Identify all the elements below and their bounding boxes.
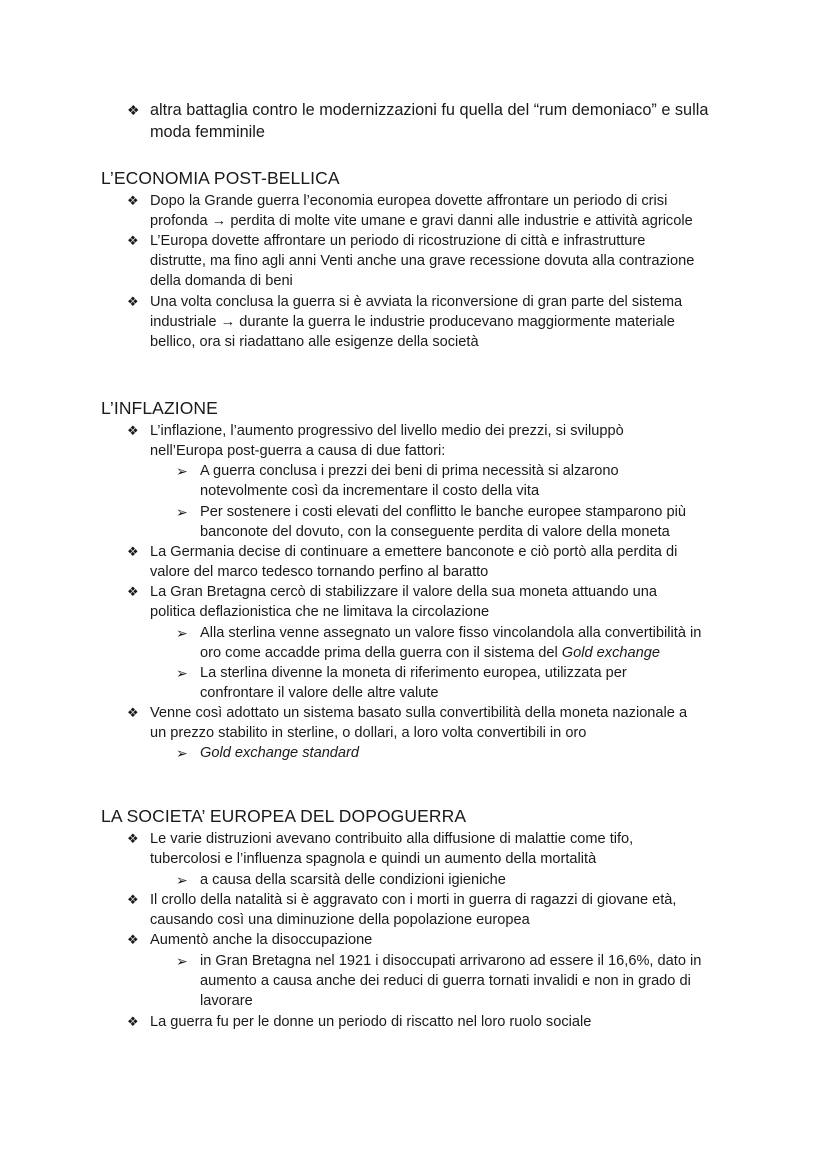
inflazione-item-1-line-1: L’inflazione, l’aumento progressivo del livello medio dei prezzi, si sviluppò: [150, 423, 624, 439]
societa-item-3: Aumentò anche la disoccupazione: [150, 932, 373, 948]
societa-item-2-line-1: Il crollo della natalità si è aggravato con i morti in guerra di ragazzi di giovane età,: [150, 892, 677, 908]
inflazione-item-4-line-1: Venne così adottato un sistema basato sulla convertibilità della moneta nazionale a: [150, 705, 688, 721]
bullet-icon: ❖: [127, 705, 139, 720]
inflazione-sub-2-line-1: Per sostenere i costi elevati del conflitto le banche europee stamparono più: [200, 504, 686, 520]
arrow-bullet-icon: ➢: [176, 665, 188, 681]
inflazione-sub-1-line-2: notevolmente così da incrementare il costo della vita: [200, 483, 540, 499]
economia-item-1-line-1: Dopo la Grande guerra l’economia europea dovette affrontare un periodo di crisi: [150, 193, 668, 209]
heading-societa: LA SOCIETA’ EUROPEA DEL DOPOGUERRA: [101, 806, 467, 826]
intro-line-1: altra battaglia contro le modernizzazioni fu quella del “rum demoniaco” e sulla: [150, 101, 709, 119]
societa-sub-2-line-2: aumento a causa anche dei reduci di guerra tornati invalidi e non in grado di: [200, 973, 691, 989]
bullet-icon: ❖: [127, 932, 139, 947]
arrow-bullet-icon: ➢: [176, 953, 188, 969]
inflazione-sub-3-line-2: oro come accadde prima della guerra con il sistema del Gold exchange: [200, 645, 660, 661]
gold-exchange-term: Gold exchange: [561, 645, 660, 661]
bullet-icon: ❖: [127, 892, 139, 907]
heading-inflazione: L’INFLAZIONE: [101, 398, 218, 418]
societa-sub-2-line-1: in Gran Bretagna nel 1921 i disoccupati arrivarono ad essere il 16,6%, dato in: [200, 953, 702, 969]
arrow-bullet-icon: ➢: [176, 463, 188, 479]
inflazione-item-1-line-2: nell’Europa post-guerra a causa di due fattori:: [150, 443, 446, 459]
bullet-icon: ❖: [127, 584, 139, 599]
societa-item-4: La guerra fu per le donne un periodo di riscatto nel loro ruolo sociale: [150, 1014, 592, 1030]
inflazione-sub-1-line-1: A guerra conclusa i prezzi dei beni di prima necessità si alzarono: [200, 463, 619, 479]
heading-economia: L’ECONOMIA POST-BELLICA: [101, 168, 340, 188]
bullet-icon: ❖: [127, 102, 140, 118]
inflazione-sub-4-line-1: La sterlina divenne la moneta di riferimento europea, utilizzata per: [200, 665, 627, 681]
arrow-bullet-icon: ➢: [176, 625, 188, 641]
societa-item-2-line-2: causando così una diminuzione della popolazione europea: [150, 912, 530, 928]
bullet-icon: ❖: [127, 294, 139, 309]
inflazione-item-4-line-2: un prezzo stabilito in sterline, o dollari, a loro volta convertibili in oro: [150, 725, 587, 741]
economia-item-1-line-2: profonda → perdita di molte vite umane e gravi danni alle industrie e attività agricole: [150, 213, 693, 229]
inflazione-sub-4-line-2: confrontare il valore delle altre valute: [200, 685, 439, 701]
bullet-icon: ❖: [127, 544, 139, 559]
societa-item-1-line-2: tubercolosi e l’influenza spagnola e quindi un aumento della mortalità: [150, 851, 597, 867]
inflazione-item-2-line-1: La Germania decise di continuare a emettere banconote e ciò portò alla perdita di: [150, 544, 678, 560]
bullet-icon: ❖: [127, 193, 139, 208]
bullet-icon: ❖: [127, 233, 139, 248]
intro-line-2: moda femminile: [150, 123, 265, 141]
societa-sub-2-line-3: lavorare: [200, 993, 253, 1009]
inflazione-item-3-line-2: politica deflazionistica che ne limitava la circolazione: [150, 604, 490, 620]
economia-item-3-line-3: bellico, ora si riadattano alle esigenze della società: [150, 334, 479, 350]
bullet-icon: ❖: [127, 831, 139, 846]
economia-item-2-line-2: distrutte, ma fino agli anni Venti anche una grave recessione dovuta alla contrazione: [150, 253, 695, 269]
economia-item-3-line-2: industriale → durante la guerra le industrie producevano maggiormente materiale: [150, 314, 675, 330]
arrow-bullet-icon: ➢: [176, 504, 188, 520]
economia-item-2-line-3: della domanda di beni: [150, 273, 293, 289]
inflazione-item-3-line-1: La Gran Bretagna cercò di stabilizzare il valore della sua moneta attuando una: [150, 584, 658, 600]
bullet-icon: ❖: [127, 1014, 139, 1029]
arrow-bullet-icon: ➢: [176, 872, 188, 888]
inflazione-sub-2-line-2: banconote del dovuto, con la conseguente perdita di valore della moneta: [200, 524, 670, 540]
economia-item-3-line-1: Una volta conclusa la guerra si è avviata la riconversione di gran parte del sistema: [150, 294, 683, 310]
societa-sub-1: a causa della scarsità delle condizioni igieniche: [200, 872, 506, 888]
inflazione-item-2-line-2: valore del marco tedesco tornando perfino al baratto: [150, 564, 489, 580]
bullet-icon: ❖: [127, 423, 139, 438]
arrow-bullet-icon: ➢: [176, 745, 188, 761]
societa-item-1-line-1: Le varie distruzioni avevano contribuito alla diffusione di malattie come tifo,: [150, 831, 634, 847]
gold-exchange-standard-term: Gold exchange standard: [200, 745, 360, 761]
economia-item-2-line-1: L’Europa dovette affrontare un periodo di ricostruzione di città e infrastrutture: [150, 233, 646, 249]
inflazione-sub-3-line-1: Alla sterlina venne assegnato un valore fisso vincolandola alla convertibilità in: [200, 625, 702, 641]
